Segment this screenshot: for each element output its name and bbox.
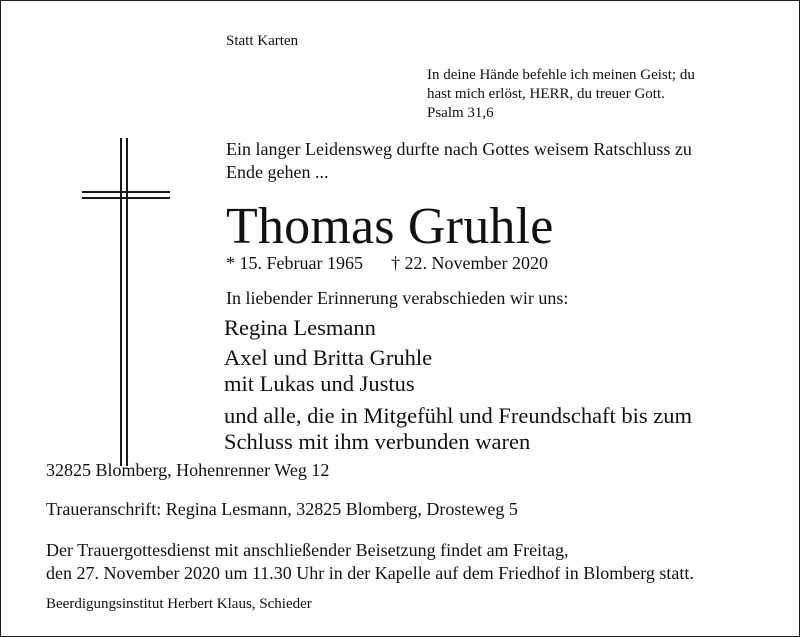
verse-line: In deine Hände befehle ich meinen Geist; du (427, 67, 695, 83)
verse-line: hast mich erlöst, HERR, du treuer Gott. (427, 86, 665, 102)
mourner-line: und alle, die in Mitgefühl und Freundschaft bis zum (224, 403, 693, 428)
funeral-home: Beerdigungsinstitut Herbert Klaus, Schieder (46, 596, 312, 612)
mourner-name: Axel und Britta Gruhle (224, 345, 433, 370)
farewell-text: In liebender Erinnerung verabschieden wir uns: (226, 288, 569, 308)
intro-text (226, 138, 692, 184)
latin-cross-icon (82, 138, 170, 466)
verse-reference: Psalm 31,6 (427, 105, 494, 121)
home-address: 32825 Blomberg, Hohenrenner Weg 12 (46, 460, 330, 480)
service-line: Der Trauergottesdienst mit anschließender Beisetzung findet am Freitag, (46, 540, 569, 560)
intro-line: Ende gehen ... (226, 162, 329, 182)
death-date: † 22. November 2020 (390, 253, 548, 273)
mourners-list (224, 315, 692, 455)
life-dates (226, 252, 548, 275)
mourner-name: mit Lukas und Justus (224, 371, 415, 396)
bible-verse (427, 66, 695, 123)
trauer-address: Traueranschrift: Regina Lesmann, 32825 Blomberg, Drosteweg 5 (46, 499, 518, 519)
mourner-line: Schluss mit ihm verbunden waren (224, 429, 531, 454)
statt-karten-label: Statt Karten (226, 33, 299, 49)
service-line: den 27. November 2020 um 11.30 Uhr in der Kapelle auf dem Friedhof in Blomberg statt. (46, 563, 694, 583)
service-info (46, 539, 694, 585)
deceased-name: Thomas Gruhle (226, 198, 554, 255)
intro-line: Ein langer Leidensweg durfte nach Gottes weisem Ratschluss zu (226, 139, 692, 159)
mourner-name: Regina Lesmann (224, 315, 376, 340)
birth-date: * 15. Februar 1965 (226, 253, 363, 273)
